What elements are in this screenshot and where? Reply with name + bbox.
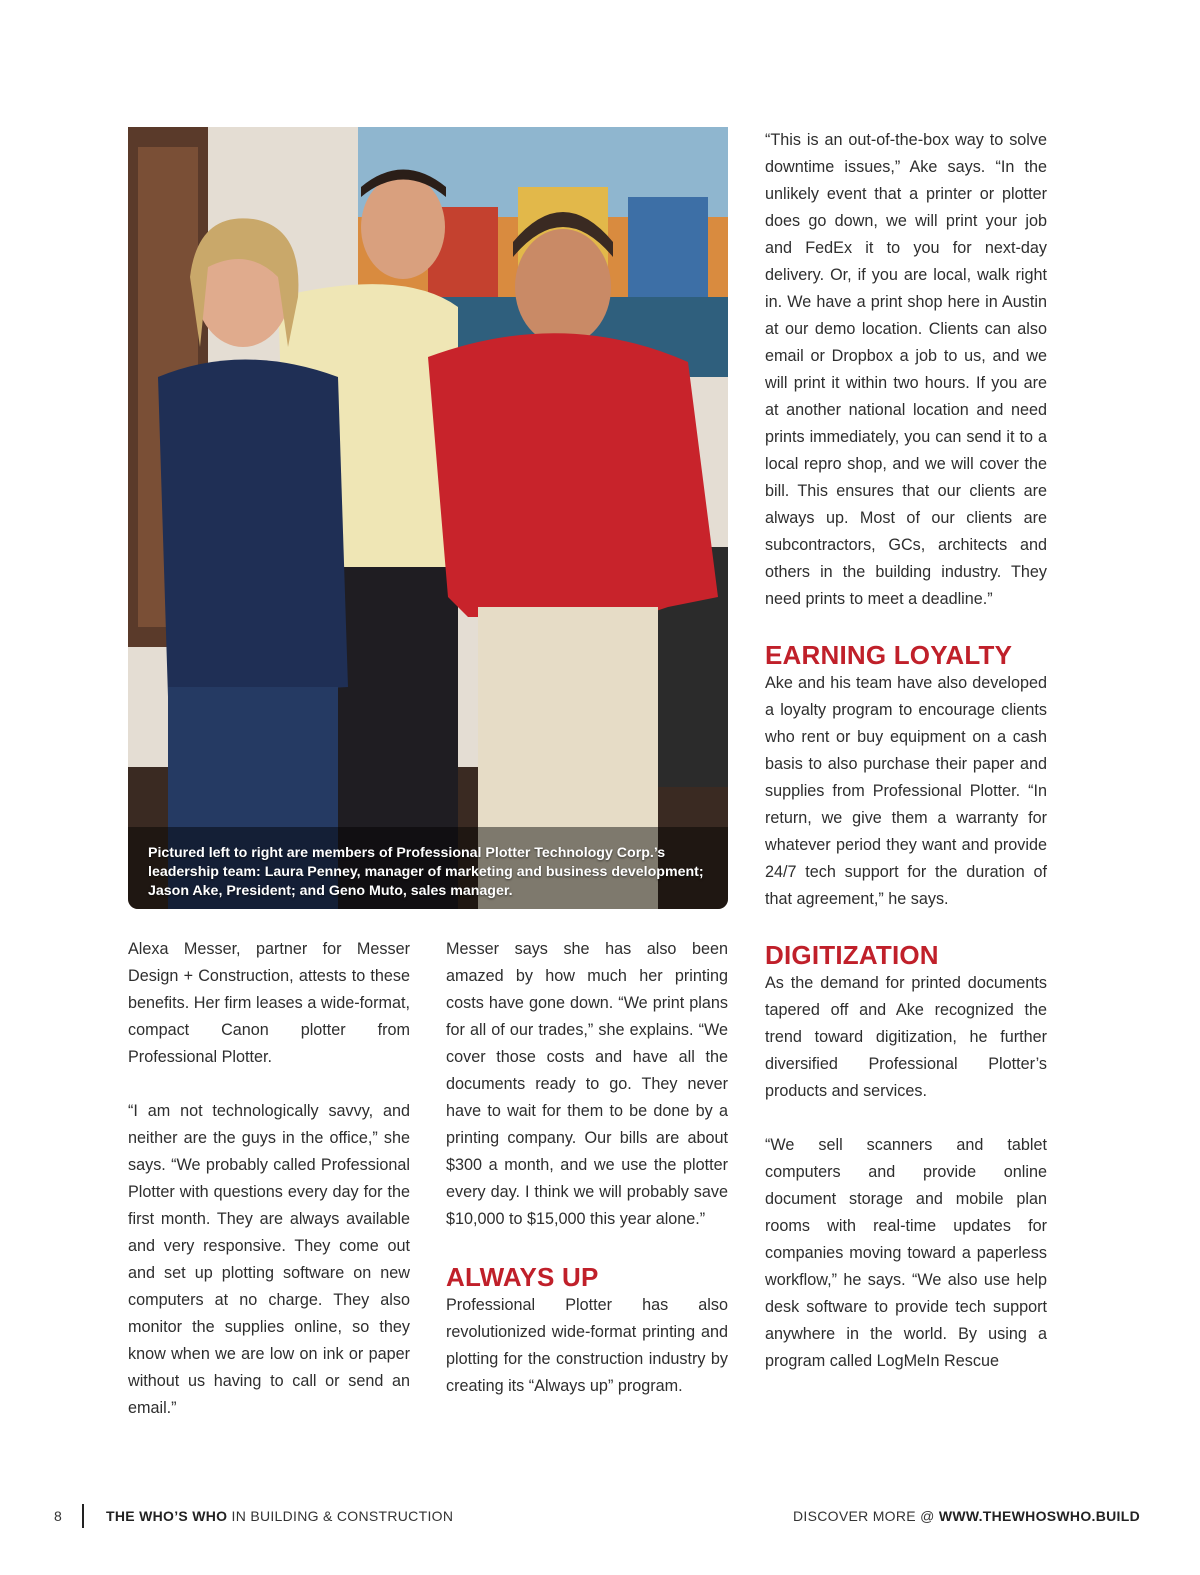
- paragraph: Alexa Messer, partner for Messer Design + Construction, attests to these benefits. Her firm leases a wide-format, compact Canon plotter from Professional Plotter.: [128, 940, 410, 1066]
- page-number: 8: [54, 1508, 62, 1524]
- photo-caption: Pictured left to right are members of Professional Plotter Technology Corp.’s leadership team: Laura Penney, manager of marketing and business development; Jason Ake, President; and Geno Muto, sales manager.: [148, 845, 704, 899]
- section-heading-digitization: DIGITIZATION: [765, 940, 939, 970]
- paragraph: “I am not technologically savvy, and neither are the guys in the office,” she says. “We probably called Professional Plotter with questions every day for the first month. They are always available and very responsive. They come out and set up plotting software on new computers at no charge. They also monitor the supplies online, so they know when we are low on ink or paper without us having to call or send an email.”: [128, 1102, 410, 1417]
- page-footer: [0, 1502, 1200, 1530]
- website-link[interactable]: WWW.THEWHOSWHO.BUILD: [938, 1508, 1140, 1524]
- discover-prefix: DISCOVER MORE @: [793, 1508, 939, 1524]
- section-heading-earning-loyalty: EARNING LOYALTY: [765, 640, 1013, 670]
- section-heading-always-up: ALWAYS UP: [446, 1262, 599, 1292]
- paragraph: As the demand for printed documents tapered off and Ake recognized the trend toward digitization, he further diversified Professional Plotter’s products and services.: [765, 974, 1047, 1100]
- column-right: [765, 127, 1047, 1375]
- paragraph: “This is an out-of-the-box way to solve downtime issues,” Ake says. “In the unlikely event that a printer or plotter does go down, we will print your job and FedEx it to you for next-day delivery. Or, if you are local, walk right in. We have a print shop here in Austin at our demo location. Clients can also email or Dropbox a job to us, and we will print it within two hours. If you are at another national location and need prints immediately, you can send it to a local repro shop, and we will cover the bill. This ensures that our clients are always up. Most of our clients are subcontractors, GCs, architects and others in the building industry. They need prints to meet a deadline.”: [765, 131, 1047, 608]
- paragraph: Professional Plotter has also revolutionized wide-format printing and plotting for the construction industry by creating its “Always up” program.: [446, 1296, 728, 1395]
- column-middle: [446, 936, 728, 1400]
- publication-title-bold: THE WHO’S WHO: [106, 1508, 228, 1524]
- paragraph: Messer says she has also been amazed by how much her printing costs have gone down. “We print plans for all of our trades,” she explains. “We cover those costs and have all the documents ready to go. They never have to wait for them to be done by a printing company. Our bills are about $300 a month, and we use the plotter every day. I think we will probably save $10,000 to $15,000 this year alone.”: [446, 940, 728, 1228]
- team-photo-illustration: [128, 127, 728, 909]
- paragraph: Ake and his team have also developed a loyalty program to encourage clients who rent or buy equipment on a cash basis to also purchase their paper and supplies from Professional Plotter. “In return, we give them a warranty for whatever period they want and provide 24/7 tech support for the duration of that agreement,” he says.: [765, 674, 1047, 908]
- publication-title: [106, 1508, 453, 1524]
- paragraph: “We sell scanners and tablet computers and provide online document storage and mobile plan rooms with real-time updates for companies moving toward a paperless workflow,” he says. “We also use help desk software to provide tech support anywhere in the world. By using a program called LogMeIn Rescue: [765, 1136, 1047, 1370]
- discover-more: [793, 1508, 1140, 1524]
- publication-title-rest: IN BUILDING & CONSTRUCTION: [227, 1508, 454, 1524]
- column-left: [128, 936, 410, 1422]
- team-photo: [128, 127, 728, 909]
- footer-divider: [82, 1504, 84, 1528]
